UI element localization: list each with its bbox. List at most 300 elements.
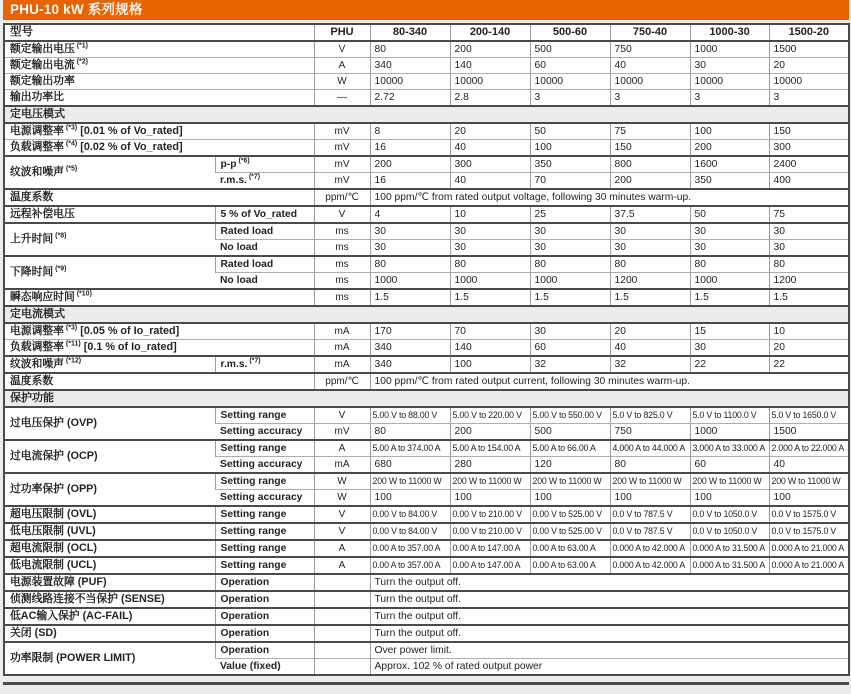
value-cell: 0.000 A to 42.000 A: [610, 557, 690, 574]
value-cell: 0.0 V to 1050.0 V: [690, 506, 769, 523]
value-cell: 2.72: [370, 90, 450, 107]
value-cell: 80: [610, 256, 690, 273]
value-cell: 5.0 V to 1650.0 V: [769, 407, 849, 424]
spec-row: [4, 206, 849, 223]
value-cell: 30: [370, 240, 450, 257]
value-cell: 1200: [610, 273, 690, 290]
unit-cell: A: [314, 58, 370, 74]
unit-cell: ms: [314, 256, 370, 273]
spec-row: [4, 323, 849, 340]
value-cell: 200: [370, 156, 450, 173]
value-cell-span: Turn the output off.: [370, 591, 849, 608]
value-cell: 15: [690, 323, 769, 340]
value-cell: 0.000 A to 21.000 A: [769, 557, 849, 574]
value-cell: 3: [690, 90, 769, 107]
unit-cell: ppm/℃: [314, 373, 370, 390]
value-cell: 30: [690, 240, 769, 257]
value-cell: 1200: [769, 273, 849, 290]
value-cell: 40: [450, 140, 530, 157]
value-cell: 32: [610, 356, 690, 373]
unit-cell: mA: [314, 356, 370, 373]
value-cell: 80: [769, 256, 849, 273]
value-cell: 80: [530, 256, 610, 273]
spec-sublabel: Setting range: [215, 540, 314, 557]
spec-label: 电源装置故障 (PUF): [4, 574, 215, 591]
unit-cell: mA: [314, 457, 370, 474]
unit-cell: A: [314, 540, 370, 557]
spec-row: [4, 289, 849, 306]
unit-cell: W: [314, 490, 370, 507]
spec-sublabel: Operation: [215, 591, 314, 608]
value-cell: 0.000 A to 21.000 A: [769, 540, 849, 557]
spec-row: [4, 156, 849, 173]
spec-sublabel: r.m.s. $^{(*7)}$: [215, 356, 314, 373]
value-cell: 750: [610, 41, 690, 58]
value-cell: 0.00 A to 147.00 A: [450, 540, 530, 557]
value-cell: 60: [530, 58, 610, 74]
value-cell: 350: [530, 156, 610, 173]
value-cell: 5.00 A to 154.00 A: [450, 440, 530, 457]
unit-cell: V: [314, 523, 370, 540]
value-cell: 200: [450, 424, 530, 441]
spec-label: 侦测线路连接不当保护 (SENSE): [4, 591, 215, 608]
value-cell: 200 W to 11000 W: [610, 473, 690, 490]
spec-row: [4, 58, 849, 74]
value-cell: 0.0 V to 1575.0 V: [769, 523, 849, 540]
spec-row: [4, 356, 849, 373]
value-cell: 30: [769, 223, 849, 240]
spec-label: 过电压保护 (OVP): [4, 407, 215, 440]
value-cell: 300: [450, 156, 530, 173]
value-cell: 340: [370, 356, 450, 373]
value-cell: 3.000 A to 33.000 A: [690, 440, 769, 457]
spec-row: [4, 223, 849, 240]
spec-row: [4, 574, 849, 591]
spec-label: 输出功率比: [4, 90, 314, 107]
value-cell: 5.00 V to 220.00 V: [450, 407, 530, 424]
value-cell: 3: [769, 90, 849, 107]
unit-cell: V: [314, 206, 370, 223]
value-cell: 10000: [370, 74, 450, 90]
spec-label: 额定输出功率: [4, 74, 314, 90]
value-cell: 40: [610, 340, 690, 357]
value-cell: 70: [450, 323, 530, 340]
value-cell: 30: [530, 323, 610, 340]
spec-sublabel: Setting accuracy: [215, 424, 314, 441]
value-cell: 3: [610, 90, 690, 107]
spec-label: 超电流限制 (OCL): [4, 540, 215, 557]
page-title: PHU-10 kW 系列规格: [3, 0, 849, 20]
spec-sublabel: Operation: [215, 574, 314, 591]
spec-sublabel: Rated load: [215, 223, 314, 240]
column-header-model-1: 80-340: [370, 24, 450, 41]
unit-cell: [314, 625, 370, 642]
spec-sublabel: p-p $^{(*6)}$: [215, 156, 314, 173]
spec-row: [4, 591, 849, 608]
column-header-model-4: 750-40: [610, 24, 690, 41]
unit-cell: V: [314, 407, 370, 424]
unit-cell: [314, 574, 370, 591]
spec-label: 纹波和噪声 $^{(*12)}$: [4, 356, 215, 373]
spec-label: 电源调整率 $^{(*3)}$ [0.05 % of Io_rated]: [4, 323, 314, 340]
value-cell: 1500: [769, 424, 849, 441]
value-cell: 150: [610, 140, 690, 157]
value-cell: 80: [690, 256, 769, 273]
value-cell: 0.00 V to 84.00 V: [370, 523, 450, 540]
value-cell: 5.00 V to 88.00 V: [370, 407, 450, 424]
value-cell: 1000: [530, 273, 610, 290]
spec-label: 低AC输入保护 (AC-FAIL): [4, 608, 215, 625]
value-cell: 30: [690, 223, 769, 240]
unit-cell: mV: [314, 156, 370, 173]
unit-cell: [314, 608, 370, 625]
spec-label: 负载调整率 $^{(*4)}$ [0.02 % of Vo_rated]: [4, 140, 314, 157]
spec-row: [4, 189, 849, 206]
spec-label: 额定输出电压 $^{(*1)}$: [4, 41, 314, 58]
value-cell-span: 100 ppm/℃ from rated output voltage, following 30 minutes warm-up.: [370, 189, 849, 206]
value-cell: 140: [450, 58, 530, 74]
value-cell: 10000: [530, 74, 610, 90]
value-cell: 1.5: [610, 289, 690, 306]
value-cell: 0.00 V to 210.00 V: [450, 506, 530, 523]
value-cell: 280: [450, 457, 530, 474]
value-cell: 0.00 A to 63.00 A: [530, 540, 610, 557]
value-cell: 120: [530, 457, 610, 474]
value-cell: 5.00 A to 66.00 A: [530, 440, 610, 457]
column-header-model-5: 1000-30: [690, 24, 769, 41]
spec-sublabel: Setting range: [215, 473, 314, 490]
spec-sublabel: Rated load: [215, 256, 314, 273]
unit-cell: mA: [314, 323, 370, 340]
spec-row: [4, 506, 849, 523]
value-cell: 1500: [769, 41, 849, 58]
value-cell-span: Turn the output off.: [370, 574, 849, 591]
unit-cell: mV: [314, 424, 370, 441]
value-cell: 0.00 V to 84.00 V: [370, 506, 450, 523]
spec-row: [4, 608, 849, 625]
spec-row: [4, 407, 849, 424]
value-cell: 4.000 A to 44.000 A: [610, 440, 690, 457]
spec-label: 远程补偿电压: [4, 206, 215, 223]
spec-sublabel: No load: [215, 240, 314, 257]
spec-sublabel: Operation: [215, 608, 314, 625]
value-cell: 350: [690, 173, 769, 190]
value-cell: 0.0 V to 1575.0 V: [769, 506, 849, 523]
value-cell: 1.5: [450, 289, 530, 306]
header-row: [4, 24, 849, 41]
spec-row: [4, 140, 849, 157]
value-cell: 1000: [690, 273, 769, 290]
value-cell: 200 W to 11000 W: [530, 473, 610, 490]
value-cell: 20: [769, 58, 849, 74]
value-cell: 500: [530, 41, 610, 58]
value-cell: 75: [769, 206, 849, 223]
value-cell-span: Turn the output off.: [370, 608, 849, 625]
value-cell: 2.8: [450, 90, 530, 107]
unit-cell: ms: [314, 240, 370, 257]
spec-row: [4, 625, 849, 642]
value-cell: 16: [370, 173, 450, 190]
value-cell: 25: [530, 206, 610, 223]
section-row: [4, 106, 849, 123]
value-cell: 0.00 V to 210.00 V: [450, 523, 530, 540]
value-cell: 5.0 V to 825.0 V: [610, 407, 690, 424]
value-cell-span: Turn the output off.: [370, 625, 849, 642]
value-cell: 200 W to 11000 W: [769, 473, 849, 490]
unit-cell: W: [314, 74, 370, 90]
value-cell: 30: [530, 223, 610, 240]
column-header-model-2: 200-140: [450, 24, 530, 41]
value-cell: 60: [690, 457, 769, 474]
unit-cell: [314, 642, 370, 659]
value-cell: 10000: [610, 74, 690, 90]
value-cell: 60: [530, 340, 610, 357]
value-cell: 0.0 V to 787.5 V: [610, 523, 690, 540]
value-cell: 30: [690, 58, 769, 74]
spec-label: 温度系数: [4, 373, 314, 390]
value-cell: 0.00 A to 63.00 A: [530, 557, 610, 574]
value-cell: 100: [530, 490, 610, 507]
value-cell: 500: [530, 424, 610, 441]
unit-cell: ms: [314, 289, 370, 306]
unit-cell: mV: [314, 140, 370, 157]
value-cell: 30: [690, 340, 769, 357]
column-header-series: PHU: [314, 24, 370, 41]
value-cell-span: Over power limit.: [370, 642, 849, 659]
spec-label: 电源调整率 $^{(*3)}$ [0.01 % of Vo_rated]: [4, 123, 314, 140]
value-cell: 10000: [690, 74, 769, 90]
value-cell: 40: [769, 457, 849, 474]
spec-row: [4, 642, 849, 659]
spec-row: [4, 473, 849, 490]
value-cell: 0.00 A to 147.00 A: [450, 557, 530, 574]
value-cell: 5.00 A to 374.00 A: [370, 440, 450, 457]
value-cell: 340: [370, 340, 450, 357]
column-header-model-label: 型号: [4, 24, 314, 41]
value-cell: 100: [530, 140, 610, 157]
section-row: [4, 306, 849, 323]
value-cell: 30: [530, 240, 610, 257]
section-header: 定电流模式: [4, 306, 849, 323]
spec-sublabel: Setting accuracy: [215, 490, 314, 507]
spec-row: [4, 523, 849, 540]
unit-cell: [314, 591, 370, 608]
spec-label: 过功率保护 (OPP): [4, 473, 215, 506]
value-cell: 300: [769, 140, 849, 157]
value-cell: 37.5: [610, 206, 690, 223]
value-cell-span: 100 ppm/℃ from rated output current, following 30 minutes warm-up.: [370, 373, 849, 390]
unit-cell: mV: [314, 173, 370, 190]
value-cell: 170: [370, 323, 450, 340]
unit-cell: V: [314, 506, 370, 523]
value-cell: 100: [690, 490, 769, 507]
value-cell: 50: [530, 123, 610, 140]
value-cell: 50: [690, 206, 769, 223]
spec-sublabel: Operation: [215, 642, 314, 659]
spec-label: 温度系数: [4, 189, 314, 206]
spec-row: [4, 256, 849, 273]
unit-cell: A: [314, 557, 370, 574]
value-cell: 800: [610, 156, 690, 173]
value-cell: 1000: [690, 424, 769, 441]
value-cell: 100: [450, 356, 530, 373]
value-cell: 1.5: [530, 289, 610, 306]
spec-sublabel: Setting range: [215, 523, 314, 540]
unit-cell: mA: [314, 340, 370, 357]
spec-sublabel: Operation: [215, 625, 314, 642]
value-cell: 0.0 V to 1050.0 V: [690, 523, 769, 540]
spec-row: [4, 540, 849, 557]
value-cell: 100: [610, 490, 690, 507]
column-header-model-6: 1500-20: [769, 24, 849, 41]
section-row: [4, 390, 849, 407]
spec-sublabel: Setting range: [215, 407, 314, 424]
value-cell-span: Approx. 102 % of rated output power: [370, 659, 849, 676]
value-cell: 0.000 A to 31.500 A: [690, 557, 769, 574]
spec-sublabel: Setting range: [215, 440, 314, 457]
value-cell: 5.00 V to 550.00 V: [530, 407, 610, 424]
value-cell: 4: [370, 206, 450, 223]
value-cell: 10000: [450, 74, 530, 90]
spec-table-body: [4, 41, 849, 675]
spec-row: [4, 340, 849, 357]
value-cell: 10: [769, 323, 849, 340]
value-cell: 100: [370, 490, 450, 507]
value-cell: 22: [769, 356, 849, 373]
spec-label: 低电压限制 (UVL): [4, 523, 215, 540]
value-cell: 80: [450, 256, 530, 273]
unit-cell: mV: [314, 123, 370, 140]
value-cell: 200: [610, 173, 690, 190]
unit-cell: A: [314, 440, 370, 457]
spec-label: 负载调整率 $^{(*11)}$ [0.1 % of Io_rated]: [4, 340, 314, 357]
value-cell: 70: [530, 173, 610, 190]
spec-label: 低电流限制 (UCL): [4, 557, 215, 574]
value-cell: 40: [610, 58, 690, 74]
spec-sublabel: Value (fixed): [215, 659, 314, 676]
value-cell: 75: [610, 123, 690, 140]
spec-sublabel: Setting range: [215, 557, 314, 574]
value-cell: 80: [610, 457, 690, 474]
value-cell: 32: [530, 356, 610, 373]
spec-label: 下降时间 $^{(*9)}$: [4, 256, 215, 289]
value-cell: 750: [610, 424, 690, 441]
value-cell: 680: [370, 457, 450, 474]
value-cell: 0.00 V to 525.00 V: [530, 506, 610, 523]
value-cell: 3: [530, 90, 610, 107]
value-cell: 1.5: [370, 289, 450, 306]
value-cell: 340: [370, 58, 450, 74]
unit-cell: ppm/℃: [314, 189, 370, 206]
spec-label: 纹波和噪声 $^{(*5)}$: [4, 156, 215, 189]
unit-cell: ms: [314, 223, 370, 240]
spec-label: 超电压限制 (OVL): [4, 506, 215, 523]
column-header-model-3: 500-60: [530, 24, 610, 41]
spec-label: 瞬态响应时间 $^{(*10)}$: [4, 289, 314, 306]
value-cell: 8: [370, 123, 450, 140]
value-cell: 1000: [450, 273, 530, 290]
spec-row: [4, 440, 849, 457]
spec-row: [4, 557, 849, 574]
value-cell: 30: [450, 223, 530, 240]
section-header: 保护功能: [4, 390, 849, 407]
value-cell: 100: [769, 490, 849, 507]
section-header: 定电压模式: [4, 106, 849, 123]
value-cell: 1.5: [769, 289, 849, 306]
value-cell: 20: [450, 123, 530, 140]
value-cell: 20: [769, 340, 849, 357]
spec-sublabel: Setting range: [215, 506, 314, 523]
value-cell: 20: [610, 323, 690, 340]
value-cell: 2400: [769, 156, 849, 173]
spec-label: 上升时间 $^{(*8)}$: [4, 223, 215, 256]
value-cell: 30: [610, 240, 690, 257]
spec-label: 过电流保护 (OCP): [4, 440, 215, 473]
value-cell: 10000: [769, 74, 849, 90]
spec-label: 功率限制 (POWER LIMIT): [4, 642, 215, 675]
value-cell: 0.00 V to 525.00 V: [530, 523, 610, 540]
unit-cell: —: [314, 90, 370, 107]
spec-row: [4, 41, 849, 58]
value-cell: 0.000 A to 31.500 A: [690, 540, 769, 557]
spec-row: [4, 90, 849, 107]
spec-row: [4, 373, 849, 390]
value-cell: 0.00 A to 357.00 A: [370, 557, 450, 574]
value-cell: 80: [370, 41, 450, 58]
value-cell: 80: [370, 256, 450, 273]
value-cell: 200 W to 11000 W: [370, 473, 450, 490]
value-cell: 40: [450, 173, 530, 190]
value-cell: 150: [769, 123, 849, 140]
value-cell: 0.000 A to 42.000 A: [610, 540, 690, 557]
value-cell: 200 W to 11000 W: [450, 473, 530, 490]
value-cell: 200: [690, 140, 769, 157]
spec-row: [4, 74, 849, 90]
value-cell: 100: [450, 490, 530, 507]
value-cell: 140: [450, 340, 530, 357]
spec-table: [3, 23, 850, 676]
value-cell: 10: [450, 206, 530, 223]
value-cell: 30: [450, 240, 530, 257]
value-cell: 30: [370, 223, 450, 240]
spec-row: [4, 123, 849, 140]
spec-sublabel: Setting accuracy: [215, 457, 314, 474]
value-cell: 400: [769, 173, 849, 190]
value-cell: 0.0 V to 787.5 V: [610, 506, 690, 523]
value-cell: 100: [690, 123, 769, 140]
value-cell: 1000: [370, 273, 450, 290]
unit-cell: [314, 659, 370, 676]
value-cell: 30: [610, 223, 690, 240]
unit-cell: W: [314, 473, 370, 490]
value-cell: 1000: [690, 41, 769, 58]
value-cell: 22: [690, 356, 769, 373]
value-cell: 200: [450, 41, 530, 58]
value-cell: 16: [370, 140, 450, 157]
spec-sublabel: 5 % of Vo_rated: [215, 206, 314, 223]
value-cell: 2.000 A to 22.000 A: [769, 440, 849, 457]
spec-label: 额定输出电流 $^{(*2)}$: [4, 58, 314, 74]
spec-label: 关闭 (SD): [4, 625, 215, 642]
bottom-rule: [3, 682, 849, 685]
value-cell: 80: [370, 424, 450, 441]
unit-cell: ms: [314, 273, 370, 290]
value-cell: 30: [769, 240, 849, 257]
unit-cell: V: [314, 41, 370, 58]
value-cell: 1600: [690, 156, 769, 173]
spec-sublabel: No load: [215, 273, 314, 290]
value-cell: 5.0 V to 1100.0 V: [690, 407, 769, 424]
